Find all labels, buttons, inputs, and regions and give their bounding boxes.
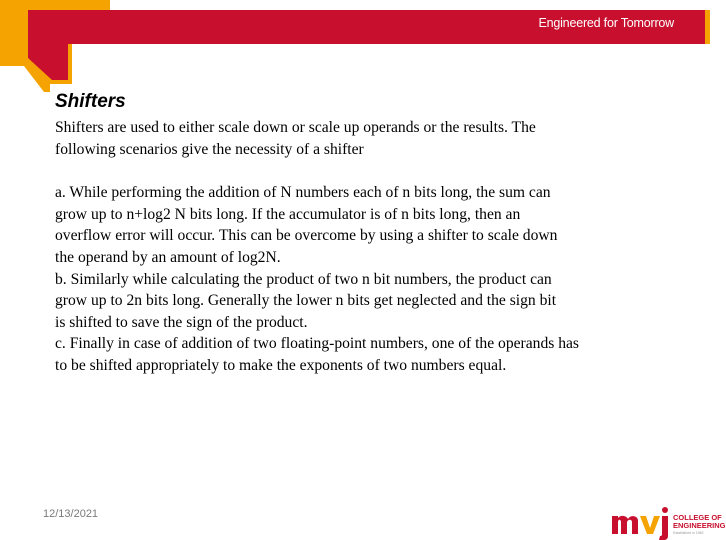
- footer-date: 12/13/2021: [43, 508, 99, 520]
- mvj-logo-icon: [610, 504, 672, 540]
- slide-title: Shifters: [55, 91, 126, 112]
- point-line: is shifted to save the sign of the product.: [55, 313, 308, 331]
- logo-text: [673, 514, 726, 530]
- slide-body: [55, 117, 695, 377]
- intro-line: Shifters are used to either scale down or scale up operands or the results. The: [55, 119, 536, 136]
- college-logo: [610, 504, 726, 540]
- header-tagline: Engineered for Tomorrow: [538, 16, 674, 30]
- point-line: overflow error will occur. This can be overcome by using a shifter to scale down: [55, 227, 558, 245]
- point-line: to be shifted appropriately to make the exponents of two numbers equal.: [55, 356, 507, 374]
- logo-line-1: COLLEGE OF: [673, 513, 722, 522]
- point-line: the operand by an amount of log2N.: [55, 248, 281, 266]
- logo-subtext: Established in 1982: [673, 531, 704, 535]
- point-line: b. Similarly while calculating the product of two n bit numbers, the product can: [55, 270, 552, 288]
- point-line: grow up to n+log2 N bits long. If the accumulator is of n bits long, then an: [55, 205, 521, 223]
- paragraph-gap: [55, 160, 695, 182]
- intro-line: following scenarios give the necessity of a shifter: [55, 140, 364, 158]
- logo-line-2: ENGINEERING: [673, 521, 726, 530]
- point-line: grow up to 2n bits long. Generally the lower n bits get neglected and the sign bit: [55, 292, 557, 310]
- point-line: a. While performing the addition of N numbers each of n bits long, the sum can: [55, 184, 551, 202]
- point-line: c. Finally in case of addition of two floating-point numbers, one of the operands has: [55, 335, 580, 353]
